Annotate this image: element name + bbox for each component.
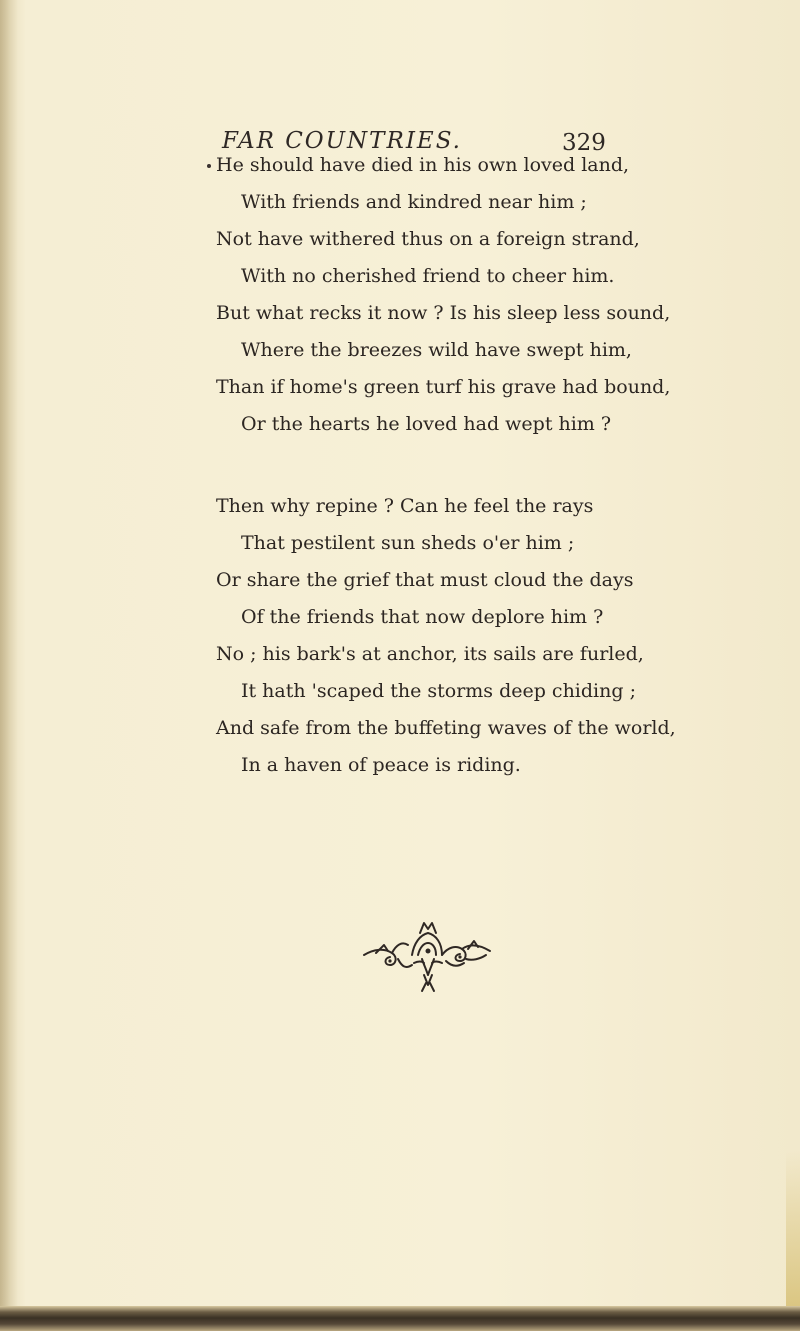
- binding-shadow: [0, 0, 18, 1331]
- verse-line: It hath 'scaped the storms deep chiding ;: [241, 680, 636, 702]
- verse-line: Or the hearts he loved had wept him ?: [241, 413, 612, 435]
- verse-line: Than if home's green turf his grave had bound,: [216, 376, 671, 398]
- verse-line: No ; his bark's at anchor, its sails are furled,: [216, 643, 644, 665]
- verse-line: He should have died in his own loved land,: [216, 154, 630, 176]
- verse-line: In a haven of peace is riding.: [241, 754, 521, 776]
- running-title: FAR COUNTRIES.: [222, 128, 462, 154]
- verse-line: That pestilent sun sheds o'er him ;: [241, 532, 575, 554]
- verse-line: Of the friends that now deplore him ?: [241, 606, 604, 628]
- page-number: 329: [562, 130, 606, 156]
- verse-line: Where the breezes wild have swept him,: [241, 339, 632, 361]
- verse-line: Not have withered thus on a foreign strand,: [216, 228, 640, 250]
- verse-line: And safe from the buffeting waves of the world,: [216, 717, 676, 739]
- page-edge-stain: [786, 1150, 800, 1306]
- verse-line: With no cherished friend to cheer him.: [241, 265, 615, 287]
- verse-line: With friends and kindred near him ;: [241, 191, 587, 213]
- margin-dot: [207, 164, 211, 168]
- tailpiece-ornament-icon: [362, 915, 492, 995]
- verse-line: Or share the grief that must cloud the days: [216, 569, 634, 591]
- verse-line: But what recks it now ? Is his sleep less sound,: [216, 302, 671, 324]
- verse-line: Then why repine ? Can he feel the rays: [216, 495, 594, 517]
- page-bottom-edge: [0, 1306, 800, 1331]
